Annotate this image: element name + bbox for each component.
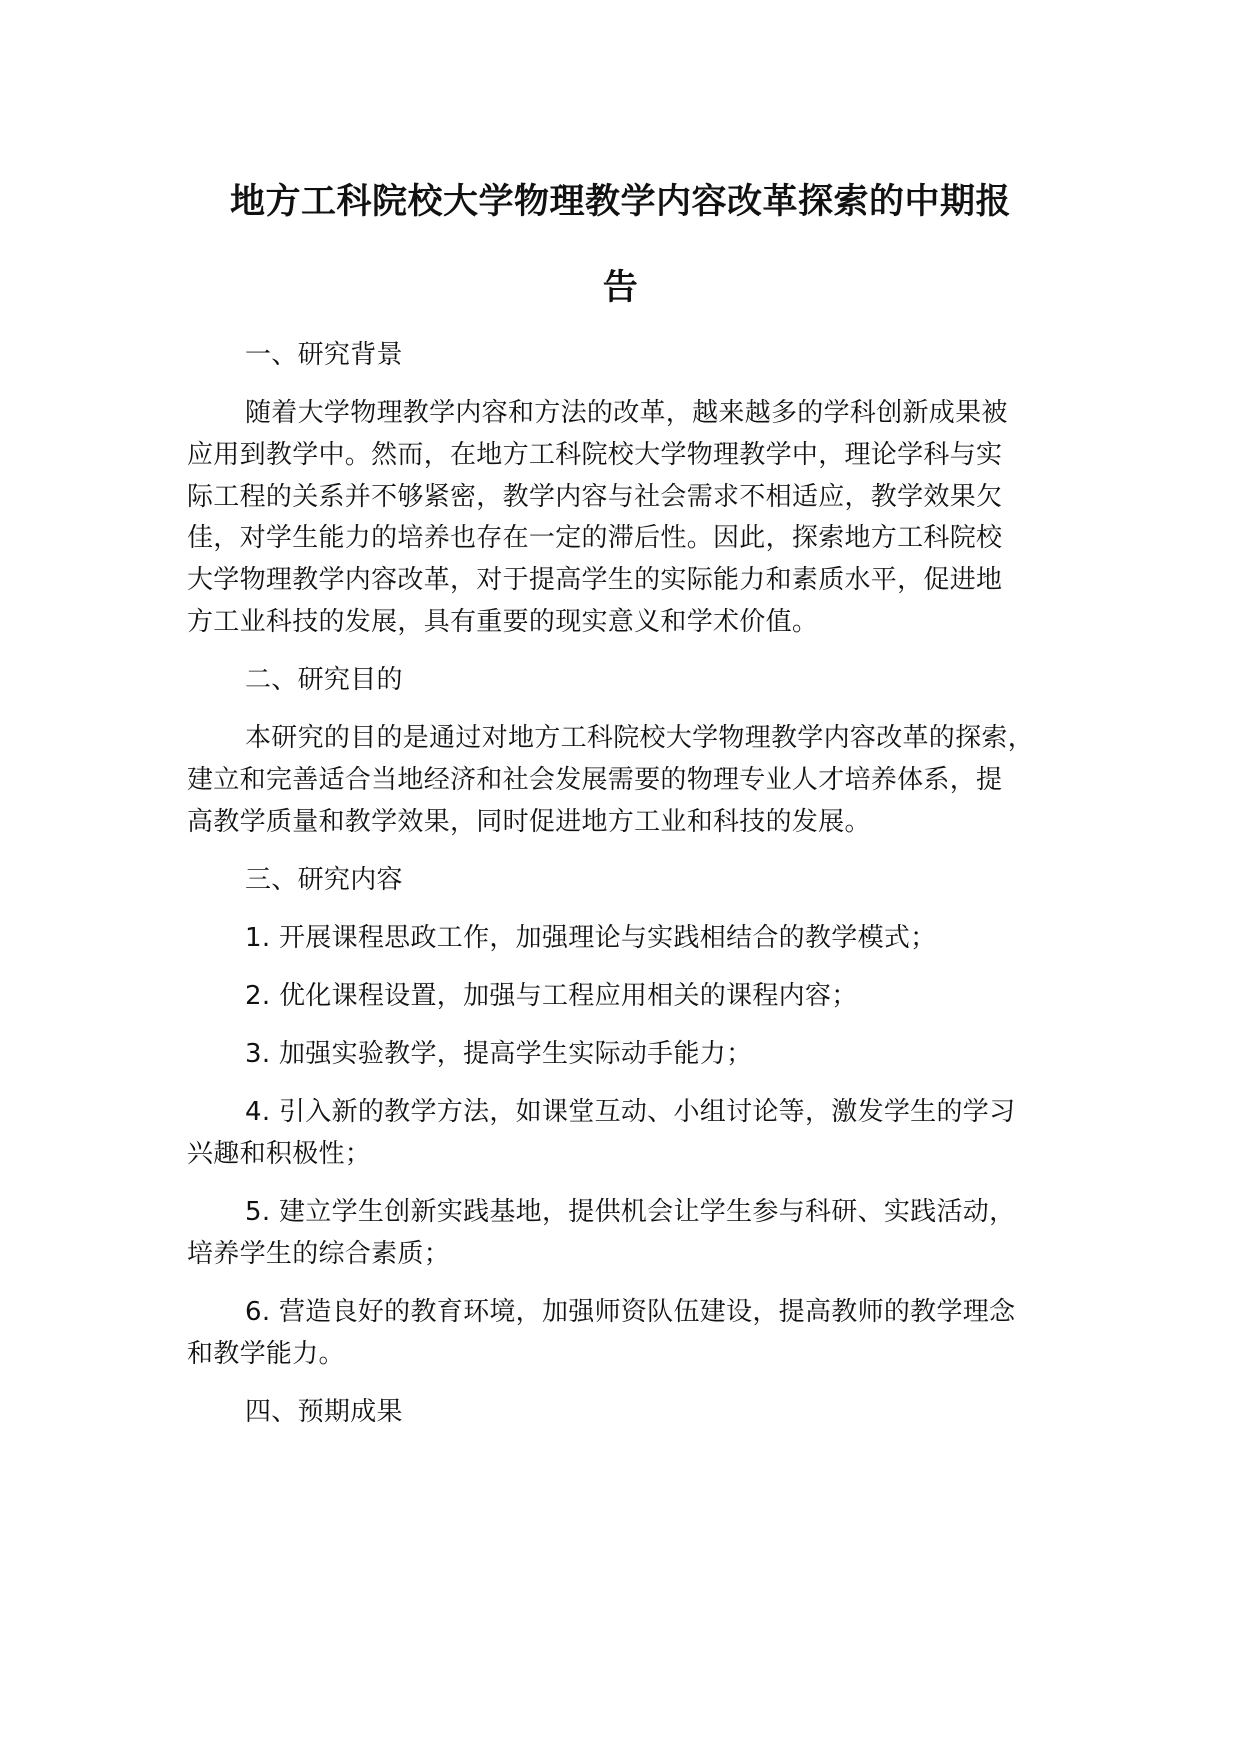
- list-item: 1. 开展课程思政工作，加强理论与实践相结合的教学模式；: [245, 923, 937, 953]
- paragraph-line: 大学物理教学内容改革，对于提高学生的实际能力和素质水平，促进地: [187, 565, 1003, 595]
- paragraph-line: 方工业科技的发展，具有重要的现实意义和学术价值。: [187, 607, 819, 637]
- paragraph-line: 高教学质量和教学效果，同时促进地方工业和科技的发展。: [187, 807, 871, 837]
- document-title-line-1: 地方工科院校大学物理教学内容改革探索的中期报: [229, 182, 1011, 222]
- list-item-continuation: 和教学能力。: [187, 1339, 345, 1369]
- paragraph-line: 建立和完善适合当地经济和社会发展需要的物理专业人才培养体系，提: [187, 765, 1003, 795]
- paragraph-line: 应用到教学中。然而，在地方工科院校大学物理教学中，理论学科与实: [187, 440, 1003, 470]
- paragraph-line: 佳，对学生能力的培养也存在一定的滞后性。因此，探索地方工科院校: [187, 523, 1003, 553]
- section-heading-background: 一、研究背景: [245, 340, 403, 370]
- document-title-line-2: 告: [602, 268, 639, 308]
- section-heading-expected-results: 四、预期成果: [245, 1397, 403, 1427]
- section-heading-content: 三、研究内容: [245, 865, 403, 895]
- list-item: 2. 优化课程设置，加强与工程应用相关的课程内容；: [245, 981, 858, 1011]
- list-item-continuation: 培养学生的综合素质；: [187, 1239, 451, 1269]
- list-item: 3. 加强实验教学，提高学生实际动手能力；: [245, 1039, 753, 1069]
- list-item-continuation: 兴趣和积极性；: [187, 1139, 372, 1169]
- paragraph-line: 随着大学物理教学内容和方法的改革，越来越多的学科创新成果被: [245, 398, 1008, 428]
- list-item: 4. 引入新的教学方法，如课堂互动、小组讨论等，激发学生的学习: [245, 1097, 1016, 1127]
- list-item: 6. 营造良好的教育环境，加强师资队伍建设，提高教师的教学理念: [245, 1297, 1016, 1327]
- list-item: 5. 建立学生创新实践基地，提供机会让学生参与科研、实践活动，: [245, 1197, 1016, 1227]
- paragraph-line: 本研究的目的是通过对地方工科院校大学物理教学内容改革的探索，: [245, 723, 1035, 753]
- paragraph-line: 际工程的关系并不够紧密，教学内容与社会需求不相适应，教学效果欠: [187, 482, 1003, 512]
- section-heading-purpose: 二、研究目的: [245, 665, 403, 695]
